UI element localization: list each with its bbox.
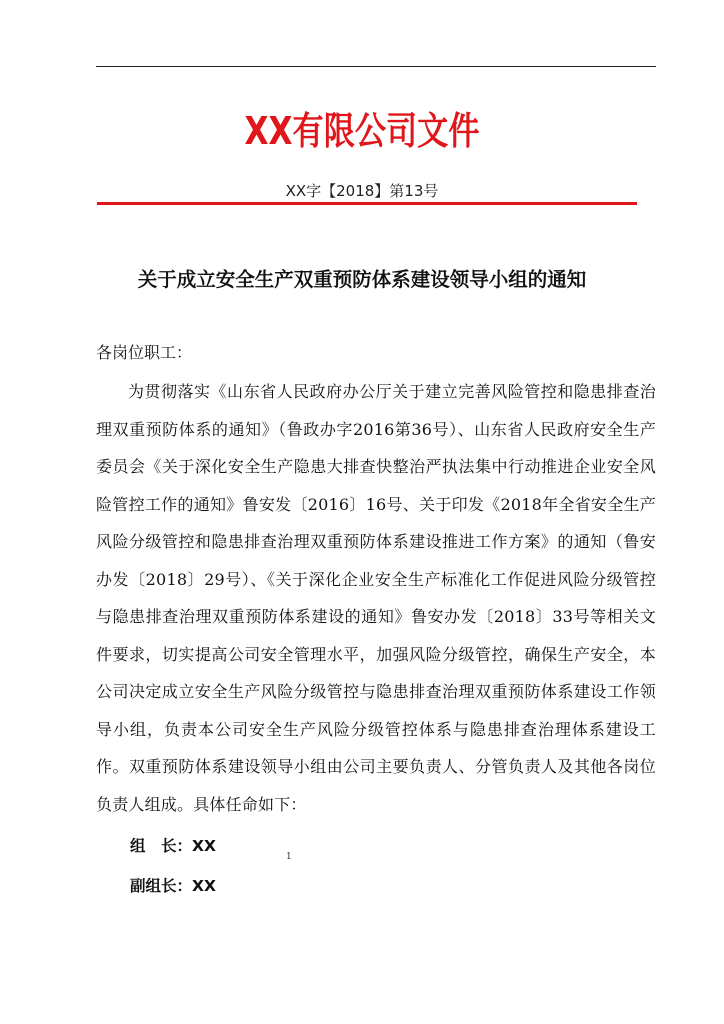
body-paragraph: 为贯彻落实《山东省人民政府办公厅关于建立完善风险管控和隐患排查治理双重预防体系的通知》（鲁政办字2016第36号）、山东省人民政府安全生产委员会《关于深化安全生产隐患大排查快整治严执法集中行动推进企业安全风险管控工作的通知》鲁安发〔2016〕16号、关于印发《2018年全省安全生产风险分级管控和隐患排查治理双重预防体系建设推进工作方案》的通知（鲁安办发〔2018〕29号）、《关于深化企业安全生产标准化工作促进风险分级管控与隐患排查治理双重预防体系建设的通知》鲁安办发〔2018〕33号等相关文件要求，切实提高公司安全管理水平，加强风险分级管控，确保生产安全，本公司决定成立安全生产风险分级管控与隐患排查治理双重预防体系建设工作领导小组，负责本公司安全生产风险分级管控体系与隐患排查治理体系建设工作。双重预防体系建设领导小组由公司主要负责人、分管负责人及其他各岗位负责人组成。具体任命如下：	[96, 382, 656, 814]
document-header-title: XX有限公司文件	[244, 109, 480, 153]
red-divider	[97, 202, 637, 205]
top-rule	[96, 66, 656, 67]
deputy-leader-line: 副组长：XX	[130, 877, 216, 895]
document-number: XX字【2018】第13号	[285, 182, 439, 200]
page-number: 1	[286, 852, 292, 862]
team-leader-line: 组 长：XX	[130, 837, 216, 855]
notice-title: 关于成立安全生产双重预防体系建设领导小组的通知	[137, 268, 587, 291]
salutation: 各岗位职工：	[96, 343, 193, 362]
